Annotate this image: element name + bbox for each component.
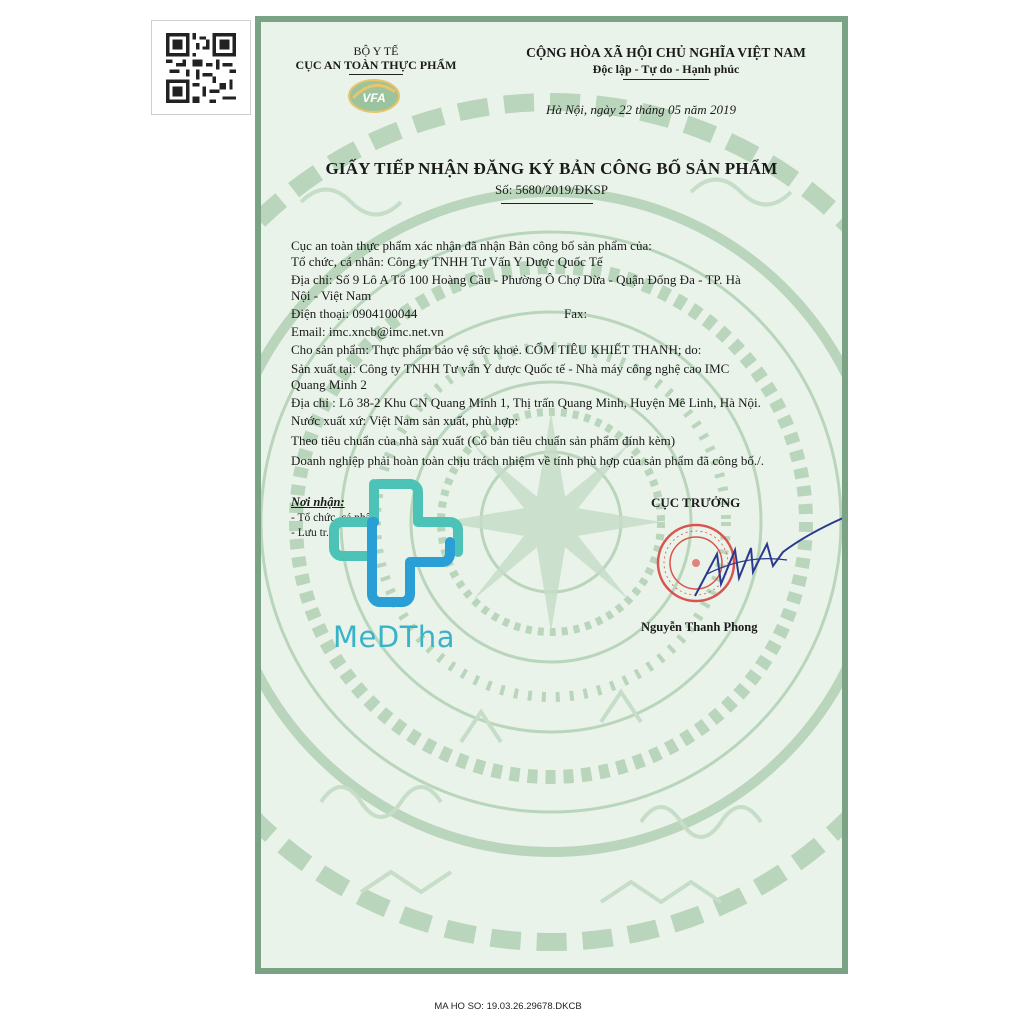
medical-cross-icon <box>326 478 466 608</box>
recipients-label: Nơi nhận: <box>291 495 345 509</box>
issue-date: Hà Nội, ngày 22 tháng 05 năm 2019 <box>546 102 736 117</box>
ministry-name: BỘ Y TẾ <box>353 44 399 58</box>
state-header <box>491 44 841 78</box>
national-motto: Độc lập - Tự do - Hạnh phúc <box>592 62 740 76</box>
record-code: MA HO SO: 19.03.26.29678.DKCB <box>434 1001 582 1012</box>
issuer-header <box>261 44 491 72</box>
vfa-logo <box>347 78 401 114</box>
qr-code-icon <box>166 33 236 103</box>
body-line: Doanh nghiệp phải hoàn toàn chịu trách nhiệm về tính phù hợp của sản phẩm đã công bố./. <box>291 453 764 468</box>
republic-name: CỘNG HÒA XÃ HỘI CHỦ NGHĨA VIỆT NAM <box>526 45 806 60</box>
vfa-logo-text: VFA <box>362 91 386 105</box>
body-line: Quang Minh 2 <box>291 377 367 392</box>
body-line: Cục an toàn thực phẩm xác nhận đã nhận Bản công bố sản phẩm của: <box>291 238 652 253</box>
agency-name: CỤC AN TOÀN THỰC PHẨM <box>295 58 457 72</box>
medtha-watermark-text: MeDTha <box>333 620 456 654</box>
number-underline <box>501 203 593 204</box>
fax-label: Fax: <box>564 306 588 321</box>
email-line: Email: imc.xncb@imc.net.vn <box>291 324 444 339</box>
agency-underline <box>349 74 403 75</box>
body-line: Theo tiêu chuẩn của nhà sản xuất (Có bản tiêu chuẩn sản phẩm đính kèm) <box>291 433 676 448</box>
body-line: Tổ chức, cá nhân: Công ty TNHH Tư Vấn Y Dược Quốc Tế <box>291 254 603 269</box>
director-signature <box>687 514 842 604</box>
document-title: GIẤY TIẾP NHẬN ĐĂNG KÝ BẢN CÔNG BỐ SẢN PHẨM <box>325 159 778 178</box>
phone-line: Điện thoại: 0904100044 <box>291 306 418 321</box>
director-title: CỤC TRƯỞNG <box>651 495 741 510</box>
recipient-item: - Tổ chức, cá nhân; <box>291 512 380 524</box>
motto-underline <box>623 79 709 80</box>
product-line: Cho sản phẩm: Thực phẩm bảo vệ sức khoẻ. CỐM TIÊU KHIẾT THANH; do: <box>291 342 702 357</box>
recipient-item: - Lưu tr. <box>291 527 329 539</box>
body-line: Nội - Việt Nam <box>291 288 372 303</box>
signer-name: Nguyễn Thanh Phong <box>641 620 758 634</box>
body-line: Sản xuất tại: Công ty TNHH Tư vấn Y dược Quốc tế - Nhà máy công nghệ cao IMC <box>291 361 730 376</box>
body-line: Nước xuất xứ: Việt Nam sản xuất, phù hợp: <box>291 413 519 428</box>
body-line: Địa chỉ : Lô 38-2 Khu CN Quang Minh 1, Thị trấn Quang Minh, Huyện Mê Linh, Hà Nội. <box>291 395 761 410</box>
qr-code <box>151 20 251 115</box>
document-number: Số: 5680/2019/ĐKSP <box>494 182 609 197</box>
body-line: Địa chỉ: Số 9 Lô A Tổ 100 Hoàng Cầu - Phường Ô Chợ Dừa - Quận Đống Đa - TP. Hà <box>291 272 741 287</box>
